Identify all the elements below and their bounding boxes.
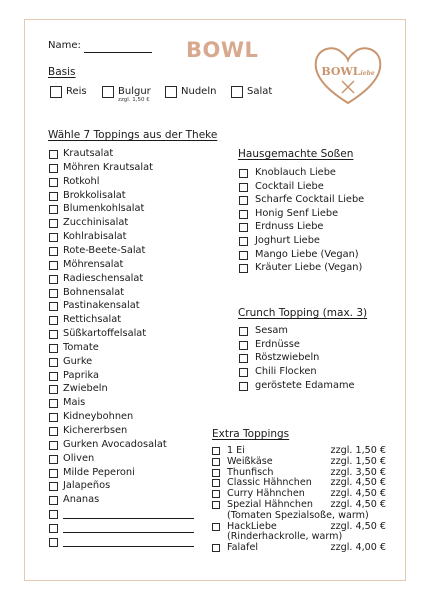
bowliebe-logo-heart-icon [312,43,384,107]
sauces-heading: Hausgemachte Soßen [238,148,354,160]
extra-checkbox[interactable] [212,479,220,487]
topping-item: Zucchinisalat [63,217,129,229]
topping-write-in-line[interactable] [63,518,194,519]
extra-item-name: Curry Hähnchen [227,488,305,500]
toppings-heading: Wähle 7 Toppings aus der Theke [48,129,218,141]
topping-item: Kichererbsen [63,425,128,436]
topping-item: Milde Peperoni [63,466,135,478]
topping-checkbox[interactable] [49,219,58,228]
topping-write-in-line[interactable] [63,532,194,533]
topping-checkbox[interactable] [49,524,58,533]
topping-item: Möhrensalat [63,258,124,270]
crunch-item: Röstzwiebeln [255,352,320,364]
basis-option-price: zzgl. 1,50 € [118,97,150,103]
extra-item-name: Classic Hähnchen [227,477,312,489]
sauce-checkbox[interactable] [239,264,248,273]
sauce-checkbox[interactable] [239,183,248,192]
topping-checkbox[interactable] [49,358,58,367]
basis-option-label: Reis [66,86,87,97]
extra-checkbox[interactable] [212,544,220,552]
extra-item-name: Falafel [227,542,259,554]
sauce-checkbox[interactable] [239,196,248,205]
extra-checkbox[interactable] [212,447,220,455]
crunch-checkbox[interactable] [239,354,248,363]
topping-item: Tomate [63,341,99,353]
svg-text:BOWLiebe: BOWLiebe [321,65,375,78]
basis-checkbox[interactable] [231,86,243,98]
topping-checkbox[interactable] [49,192,58,201]
basis-checkbox[interactable] [102,86,114,98]
topping-item: Rotkohl [63,175,100,187]
extra-item-price: zzgl. 1,50 € [330,455,386,467]
extras-heading: Extra Toppings [212,428,290,440]
sauce-checkbox[interactable] [239,223,248,232]
extra-checkbox[interactable] [212,469,220,477]
extra-checkbox[interactable] [212,501,220,509]
topping-checkbox[interactable] [49,164,58,173]
topping-checkbox[interactable] [49,247,58,256]
extra-item-note: (Tomaten Spezialsoße, warm) [227,509,369,521]
name-label: Name: [48,40,81,51]
extra-item-price: zzgl. 4,50 € [330,477,386,489]
topping-checkbox[interactable] [49,469,58,478]
extra-checkbox[interactable] [212,523,220,531]
topping-item: Pastinakensalat [63,300,140,312]
basis-checkbox[interactable] [50,86,62,98]
topping-checkbox[interactable] [49,496,58,505]
sauce-item: Scharfe Cocktail Liebe [255,194,365,206]
topping-write-in-line[interactable] [63,546,194,547]
crunch-item: Chili Flocken [255,366,317,378]
topping-checkbox[interactable] [49,441,58,450]
topping-item: Kidneybohnen [63,411,134,423]
crunch-checkbox[interactable] [239,368,248,377]
basis-checkbox[interactable] [165,86,177,98]
sauce-item: Mango Liebe (Vegan) [255,248,359,260]
crunch-checkbox[interactable] [239,341,248,350]
sauce-item: Erdnuss Liebe [255,221,324,233]
extra-checkbox[interactable] [212,458,220,466]
topping-checkbox[interactable] [49,289,58,298]
sauce-item: Kräuter Liebe (Vegan) [255,262,363,274]
sauce-item: Joghurt Liebe [255,235,320,246]
basis-option-label: Nudeln [181,86,217,97]
extra-item-name: Thunfisch [227,466,274,478]
topping-item: Radieschensalat [63,272,144,284]
sauce-checkbox[interactable] [239,251,248,260]
topping-item: Ananas [63,494,100,506]
topping-item: Oliven [63,452,95,464]
topping-item: Rote-Beete-Salat [63,244,146,256]
sauce-item: Cocktail Liebe [255,180,324,192]
crunch-checkbox[interactable] [239,327,248,336]
extra-item-name: Weißkäse [227,455,273,467]
extra-item-price: zzgl. 4,50 € [330,520,386,532]
topping-checkbox[interactable] [49,233,58,242]
topping-checkbox[interactable] [49,372,58,381]
page-title: BOWL [186,38,259,62]
topping-checkbox[interactable] [49,205,58,214]
topping-item: Bohnensalat [63,286,125,298]
sauce-item: Knoblauch Liebe [255,167,336,178]
extra-item-price: zzgl. 4,00 € [330,542,386,554]
extra-item-price: zzgl. 3,50 € [330,466,386,478]
topping-checkbox[interactable] [49,330,58,339]
sauce-checkbox[interactable] [239,237,248,246]
sauce-item: Honig Senf Liebe [255,207,339,219]
topping-item: Süßkartoffelsalat [63,328,147,340]
extra-item-name: 1 Ei [227,445,245,456]
extra-item-price: zzgl. 4,50 € [330,499,386,510]
topping-item: Blumenkohlsalat [63,203,145,215]
topping-item: Mais [63,397,86,409]
topping-checkbox[interactable] [49,385,58,394]
crunch-heading: Crunch Topping (max. 3) [238,307,368,319]
topping-checkbox[interactable] [49,399,58,408]
topping-item: Gurke [63,355,93,367]
basis-heading: Basis [48,66,76,78]
extra-item-note: (Rinderhackrolle, warm) [227,531,343,543]
topping-checkbox[interactable] [49,261,58,270]
basis-option-label: Bulgur [118,86,151,97]
topping-checkbox[interactable] [49,482,58,491]
topping-item: Kohlrabisalat [63,231,127,243]
sauce-checkbox[interactable] [239,210,248,219]
topping-item: Paprika [63,369,99,381]
extra-checkbox[interactable] [212,490,220,498]
topping-item: Möhren Krautsalat [63,161,153,173]
topping-item: Jalapeños [63,480,111,492]
extra-item-name: Spezial Hähnchen [227,499,313,510]
crunch-checkbox[interactable] [239,382,248,391]
topping-checkbox[interactable] [49,413,58,422]
topping-checkbox[interactable] [49,455,58,464]
topping-checkbox[interactable] [49,510,58,519]
crunch-item: Erdnüsse [255,338,300,350]
topping-item: Brokkolisalat [63,189,126,201]
topping-checkbox[interactable] [49,178,58,187]
topping-item: Zwiebeln [63,383,108,395]
sauce-checkbox[interactable] [239,169,248,178]
topping-checkbox[interactable] [49,538,58,547]
crunch-item: geröstete Edamame [255,379,355,391]
extra-item-name: HackLiebe [227,520,277,532]
topping-checkbox[interactable] [49,344,58,353]
topping-checkbox[interactable] [49,275,58,284]
topping-checkbox[interactable] [49,150,58,159]
topping-item: Rettichsalat [63,314,122,326]
topping-checkbox[interactable] [49,302,58,311]
topping-item: Krautsalat [63,148,114,159]
topping-checkbox[interactable] [49,427,58,436]
topping-checkbox[interactable] [49,316,58,325]
name-field[interactable] [84,52,152,53]
basis-option-label: Salat [247,86,273,97]
extra-item-price: zzgl. 1,50 € [330,445,386,456]
crunch-item: Sesam [255,325,288,336]
topping-item: Gurken Avocadosalat [63,438,167,450]
extra-item-price: zzgl. 4,50 € [330,488,386,500]
